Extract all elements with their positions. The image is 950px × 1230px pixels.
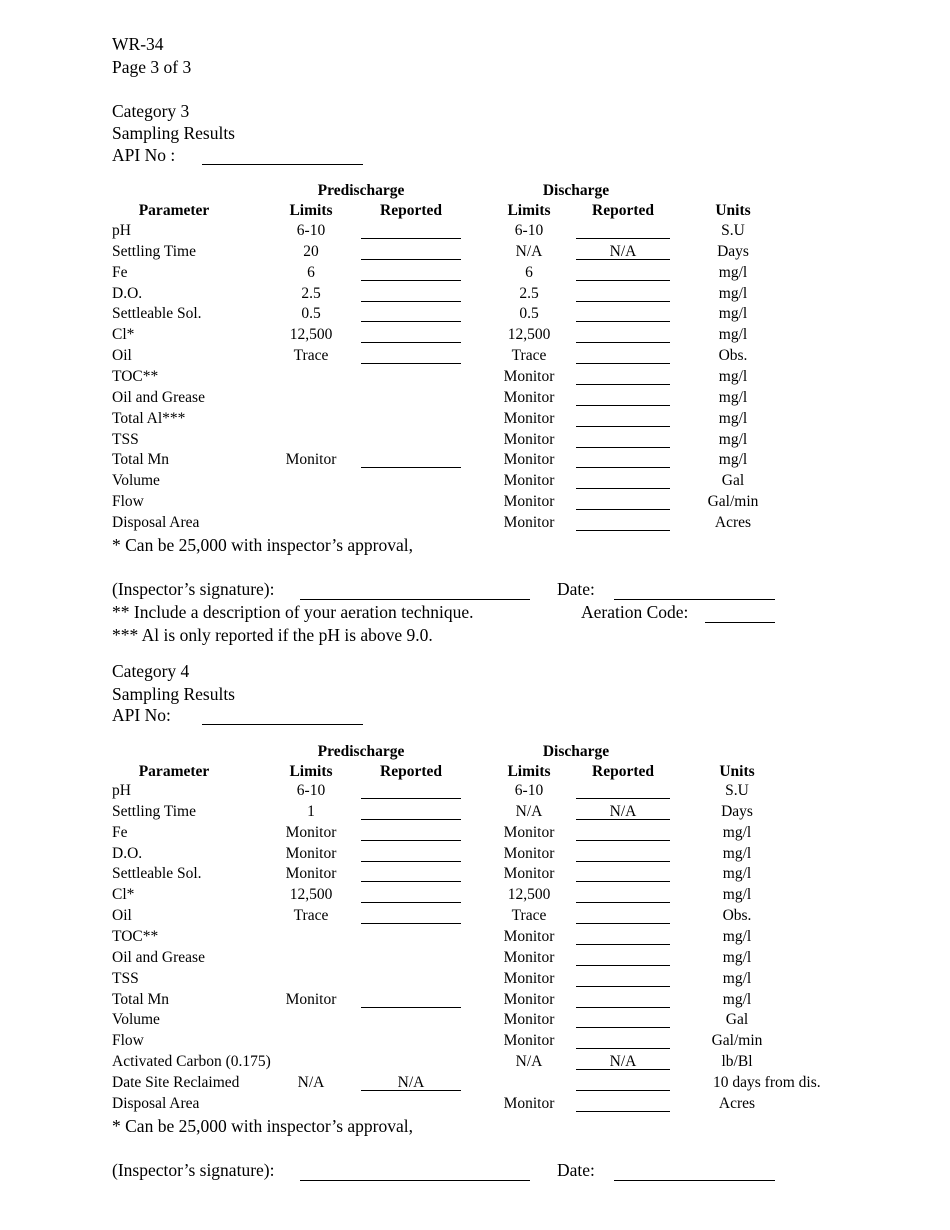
cat4-parameter-header: Parameter <box>138 763 210 780</box>
cat3-param-0: pH <box>112 222 131 239</box>
cat3-dis-limit-5: 12,500 <box>507 326 551 344</box>
cat3-pre-reported-field-5[interactable] <box>361 342 461 343</box>
cat3-units-13: Gal/min <box>707 493 759 511</box>
cat4-dis-reported-value-1: N/A <box>609 802 637 820</box>
cat4-pre-reported-field-3[interactable] <box>361 861 461 862</box>
cat4-dis-reported-field-7[interactable] <box>576 944 670 945</box>
cat4-dis-reported-field-10[interactable] <box>576 1007 670 1008</box>
cat3-units-4: mg/l <box>718 305 748 323</box>
cat3-dis-reported-value-1: N/A <box>609 242 637 260</box>
cat4-param-4: Settleable Sol. <box>112 865 202 883</box>
cat4-pre-reported-header: Reported <box>380 763 442 780</box>
cat4-date-label: Date: <box>557 1160 595 1180</box>
cat3-units-0: S.U <box>721 222 745 239</box>
cat4-pre-reported-field-1[interactable] <box>361 819 461 820</box>
cat3-dis-reported-field-0[interactable] <box>576 238 670 239</box>
cat3-pre-limit-6: Trace <box>293 347 329 365</box>
cat3-dis-limit-6: Trace <box>511 347 547 365</box>
cat4-dis-limit-8: Monitor <box>503 948 555 966</box>
cat3-dis-reported-field-6[interactable] <box>576 363 670 364</box>
cat4-param-7: TOC** <box>112 927 159 945</box>
cat3-dis-limit-1: N/A <box>515 242 543 260</box>
cat4-units-2: mg/l <box>722 823 752 841</box>
cat3-param-13: Flow <box>112 493 144 511</box>
cat4-units-5: mg/l <box>722 886 752 904</box>
cat3-units-header: Units <box>715 202 751 219</box>
cat4-subtitle: Sampling Results <box>112 684 235 704</box>
cat4-dis-limit-12: Monitor <box>503 1032 555 1050</box>
cat3-dis-limit-14: Monitor <box>503 513 555 531</box>
cat3-dis-reported-field-12[interactable] <box>576 488 670 489</box>
cat4-param-11: Volume <box>112 1011 160 1029</box>
cat3-units-3: mg/l <box>718 284 748 302</box>
cat3-dis-limit-8: Monitor <box>503 388 555 406</box>
cat4-dis-limit-9: Monitor <box>503 969 555 987</box>
cat4-units-4: mg/l <box>722 865 752 883</box>
cat4-param-8: Oil and Grease <box>112 948 205 966</box>
cat4-note-1: * Can be 25,000 with inspector’s approval, <box>112 1116 414 1136</box>
cat4-param-10: Total Mn <box>112 990 170 1008</box>
cat3-dis-limit-2: 6 <box>525 263 533 281</box>
cat4-param-0: pH <box>112 782 131 799</box>
cat3-param-4: Settleable Sol. <box>112 305 202 323</box>
cat3-parameter-header: Parameter <box>138 202 210 219</box>
cat3-dis-limit-0: 6-10 <box>514 222 544 239</box>
cat4-pre-limit-6: Trace <box>293 907 329 925</box>
cat4-pre-limit-2: Monitor <box>285 823 337 841</box>
cat3-dis-limit-10: Monitor <box>503 430 555 448</box>
cat3-units-12: Gal <box>721 472 745 490</box>
cat3-pre-limit-1: 20 <box>303 242 319 260</box>
cat4-param-5: Cl* <box>112 886 135 904</box>
cat3-pre-reported-field-3[interactable] <box>361 301 461 302</box>
cat4-title: Category 4 <box>112 661 190 681</box>
cat4-dis-limit-11: Monitor <box>503 1011 555 1029</box>
cat3-param-8: Oil and Grease <box>112 388 205 406</box>
cat4-units-header: Units <box>719 763 755 780</box>
cat4-api-label: API No: <box>112 705 171 725</box>
cat4-pre-reported-field-2[interactable] <box>361 840 461 841</box>
cat3-pre-reported-field-11[interactable] <box>361 467 461 468</box>
cat4-dis-limit-10: Monitor <box>503 990 555 1008</box>
cat3-units-14: Acres <box>714 513 752 531</box>
cat4-dis-reported-field-15[interactable] <box>576 1111 670 1112</box>
cat4-dis-reported-field-6[interactable] <box>576 923 670 924</box>
cat3-pre-reported-field-6[interactable] <box>361 363 461 364</box>
cat4-pre-limit-1: 1 <box>307 802 315 820</box>
cat4-dis-reported-field-8[interactable] <box>576 965 670 966</box>
cat3-pre-reported-field-2[interactable] <box>361 280 461 281</box>
cat3-dis-reported-field-2[interactable] <box>576 280 670 281</box>
cat3-param-1: Settling Time <box>112 242 196 260</box>
cat4-pre-limit-4: Monitor <box>285 865 337 883</box>
cat4-param-13: Activated Carbon (0.175) <box>112 1053 271 1071</box>
cat3-dis-reported-field-9[interactable] <box>576 426 670 427</box>
form-id: WR-34 <box>112 34 164 54</box>
cat3-dis-reported-field-11[interactable] <box>576 467 670 468</box>
cat3-signature-label: (Inspector’s signature): <box>112 579 275 599</box>
cat3-param-10: TSS <box>112 430 139 448</box>
cat4-param-2: Fe <box>112 823 128 841</box>
cat4-dis-limit-4: Monitor <box>503 865 555 883</box>
cat4-pre-reported-value-14: N/A <box>397 1073 425 1091</box>
cat3-param-9: Total Al*** <box>112 409 186 427</box>
cat4-dis-reported-value-13: N/A <box>609 1053 637 1071</box>
cat3-units-2: mg/l <box>718 263 748 281</box>
cat3-units-10: mg/l <box>718 430 748 448</box>
cat3-units-6: Obs. <box>718 347 748 365</box>
cat3-dis-limit-3: 2.5 <box>519 284 539 302</box>
cat3-param-11: Total Mn <box>112 451 170 469</box>
cat3-pre-limit-2: 6 <box>307 263 315 281</box>
cat4-pre-limit-3: Monitor <box>285 844 337 862</box>
cat3-date-field[interactable] <box>614 599 775 600</box>
cat4-pre-reported-field-10[interactable] <box>361 1007 461 1008</box>
cat4-dis-reported-field-14[interactable] <box>576 1090 670 1091</box>
cat4-dis-reported-field-3[interactable] <box>576 861 670 862</box>
cat3-subtitle: Sampling Results <box>112 123 235 143</box>
cat4-dis-reported-field-2[interactable] <box>576 840 670 841</box>
cat4-param-14: Date Site Reclaimed <box>112 1073 240 1091</box>
cat4-dis-limit-0: 6-10 <box>514 782 544 799</box>
cat3-dis-reported-field-5[interactable] <box>576 342 670 343</box>
cat3-dis-reported-field-10[interactable] <box>576 447 670 448</box>
cat4-pre-reported-field-5[interactable] <box>361 902 461 903</box>
cat3-dis-limit-11: Monitor <box>503 451 555 469</box>
cat3-dis-reported-field-13[interactable] <box>576 509 670 510</box>
cat4-units-14: 10 days from dis. <box>713 1073 821 1091</box>
cat4-dis-limit-13: N/A <box>515 1053 543 1071</box>
cat4-dis-limits-header: Limits <box>507 763 551 780</box>
cat4-param-9: TSS <box>112 969 139 987</box>
cat4-dis-limit-2: Monitor <box>503 823 555 841</box>
cat3-pre-limit-11: Monitor <box>285 451 337 469</box>
cat4-pre-limit-5: 12,500 <box>289 886 333 904</box>
cat4-api-field[interactable] <box>202 724 363 725</box>
cat3-units-8: mg/l <box>718 388 748 406</box>
cat3-signature-field[interactable] <box>300 599 530 600</box>
cat4-dis-limit-3: Monitor <box>503 844 555 862</box>
cat4-dis-limit-15: Monitor <box>503 1094 555 1112</box>
cat4-pre-limit-14: N/A <box>297 1073 325 1091</box>
cat4-units-3: mg/l <box>722 844 752 862</box>
cat3-pre-limits-header: Limits <box>289 202 333 219</box>
cat3-dis-limit-9: Monitor <box>503 409 555 427</box>
cat3-units-1: Days <box>717 242 749 260</box>
cat4-dis-limit-1: N/A <box>515 802 543 820</box>
cat4-units-10: mg/l <box>722 990 752 1008</box>
cat4-pre-reported-field-4[interactable] <box>361 881 461 882</box>
cat4-param-6: Oil <box>112 907 132 925</box>
cat4-pre-limit-10: Monitor <box>285 990 337 1008</box>
cat4-units-0: S.U <box>725 782 749 799</box>
page-number: Page 3 of 3 <box>112 57 192 77</box>
cat3-note-2: ** Include a description of your aeration technique. <box>112 602 474 622</box>
cat4-dis-reported-field-9[interactable] <box>576 986 670 987</box>
cat4-discharge-header: Discharge <box>542 743 610 760</box>
cat4-param-12: Flow <box>112 1032 144 1050</box>
cat4-dis-reported-field-4[interactable] <box>576 881 670 882</box>
cat4-dis-limit-5: 12,500 <box>507 886 551 904</box>
cat4-dis-reported-field-0[interactable] <box>576 798 670 799</box>
cat3-pre-limit-0: 6-10 <box>296 222 326 239</box>
cat3-units-7: mg/l <box>718 367 748 385</box>
cat3-param-7: TOC** <box>112 367 159 385</box>
cat3-pre-limit-5: 12,500 <box>289 326 333 344</box>
cat4-units-6: Obs. <box>722 907 752 925</box>
cat4-pre-limits-header: Limits <box>289 763 333 780</box>
cat3-param-14: Disposal Area <box>112 513 200 531</box>
cat3-dis-reported-field-8[interactable] <box>576 405 670 406</box>
cat4-date-field[interactable] <box>614 1180 775 1181</box>
cat4-units-12: Gal/min <box>711 1032 763 1050</box>
cat4-units-11: Gal <box>725 1011 749 1029</box>
cat3-param-3: D.O. <box>112 284 143 302</box>
cat3-api-label: API No : <box>112 145 176 165</box>
cat4-param-3: D.O. <box>112 844 143 862</box>
cat3-units-11: mg/l <box>718 451 748 469</box>
cat3-pre-limit-4: 0.5 <box>301 305 321 323</box>
cat3-pre-reported-field-1[interactable] <box>361 259 461 260</box>
cat3-units-5: mg/l <box>718 326 748 344</box>
cat3-note-1: * Can be 25,000 with inspector’s approval, <box>112 535 414 555</box>
cat3-param-12: Volume <box>112 472 160 490</box>
cat4-units-7: mg/l <box>722 927 752 945</box>
cat4-signature-field[interactable] <box>300 1180 530 1181</box>
cat3-dis-limit-4: 0.5 <box>519 305 539 323</box>
cat3-title: Category 3 <box>112 101 190 121</box>
cat3-pre-reported-field-0[interactable] <box>361 238 461 239</box>
cat4-units-1: Days <box>721 802 753 820</box>
cat3-dis-limit-13: Monitor <box>503 493 555 511</box>
cat3-pre-reported-header: Reported <box>380 202 442 219</box>
cat4-pre-reported-field-6[interactable] <box>361 923 461 924</box>
cat3-param-6: Oil <box>112 347 132 365</box>
cat4-units-13: lb/Bl <box>721 1053 753 1071</box>
cat4-param-15: Disposal Area <box>112 1094 200 1112</box>
cat3-dis-limits-header: Limits <box>507 202 551 219</box>
cat3-units-9: mg/l <box>718 409 748 427</box>
cat3-discharge-header: Discharge <box>542 182 610 199</box>
cat3-aeration-field[interactable] <box>705 622 775 623</box>
cat4-dis-limit-6: Trace <box>511 907 547 925</box>
cat3-param-2: Fe <box>112 263 128 281</box>
cat4-predischarge-header: Predischarge <box>317 743 405 760</box>
cat4-dis-reported-field-11[interactable] <box>576 1027 670 1028</box>
cat4-param-1: Settling Time <box>112 802 196 820</box>
cat3-pre-limit-3: 2.5 <box>301 284 321 302</box>
cat4-pre-reported-field-0[interactable] <box>361 798 461 799</box>
cat4-dis-reported-header: Reported <box>592 763 654 780</box>
cat3-date-label: Date: <box>557 579 595 599</box>
cat3-note-3: *** Al is only reported if the pH is above 9.0. <box>112 625 433 645</box>
cat4-dis-limit-7: Monitor <box>503 927 555 945</box>
cat3-aeration-label: Aeration Code: <box>581 602 689 622</box>
cat3-dis-reported-field-3[interactable] <box>576 301 670 302</box>
cat3-dis-reported-field-7[interactable] <box>576 384 670 385</box>
cat3-pre-reported-field-4[interactable] <box>361 321 461 322</box>
cat4-dis-reported-field-5[interactable] <box>576 902 670 903</box>
cat3-predischarge-header: Predischarge <box>317 182 405 199</box>
cat4-signature-label: (Inspector’s signature): <box>112 1160 275 1180</box>
cat4-units-9: mg/l <box>722 969 752 987</box>
cat4-units-8: mg/l <box>722 948 752 966</box>
cat3-dis-reported-header: Reported <box>592 202 654 219</box>
cat3-api-field[interactable] <box>202 164 363 165</box>
cat4-dis-reported-field-12[interactable] <box>576 1048 670 1049</box>
cat3-dis-limit-7: Monitor <box>503 367 555 385</box>
cat4-pre-limit-0: 6-10 <box>296 782 326 799</box>
cat4-units-15: Acres <box>718 1094 756 1112</box>
cat3-dis-reported-field-4[interactable] <box>576 321 670 322</box>
cat3-param-5: Cl* <box>112 326 135 344</box>
cat3-dis-reported-field-14[interactable] <box>576 530 670 531</box>
cat3-dis-limit-12: Monitor <box>503 472 555 490</box>
